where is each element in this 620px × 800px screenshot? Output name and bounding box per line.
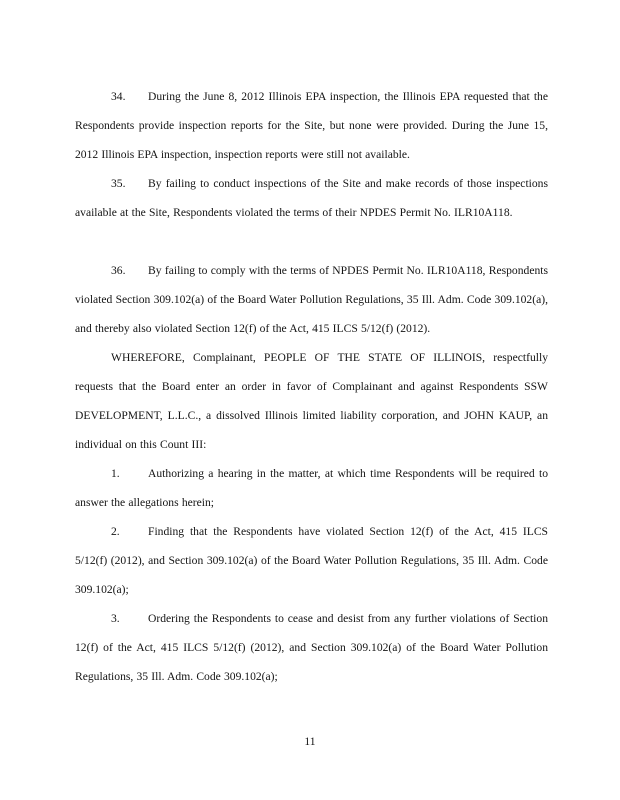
prayer-item-3 [75, 604, 548, 691]
paragraph-text: WHEREFORE, Complainant, PEOPLE OF THE STATE OF ILLINOIS, respectfully requests that the Board enter an order in favor of Complainant and against Respondents SSW DEVELOPMENT, L.L.C., a dissolved Illinois limited liability corporation, and JOHN KAUP, an individual on this Count III: [75, 351, 548, 451]
paragraph-34 [75, 82, 548, 169]
paragraph-number: 1. [111, 467, 120, 480]
page-number: 11 [304, 735, 316, 748]
paragraph-number: 3. [111, 612, 120, 625]
prayer-item-1 [75, 459, 548, 517]
paragraph-text: By failing to comply with the terms of NPDES Permit No. ILR10A118, Respondents violated Section 309.102(a) of the Board Water Pollution Regulations, 35 Ill. Adm. Code 309.102(a), and thereby also violated Section 12(f) of the Act, 415 ILCS 5/12(f) (2012). [75, 264, 548, 335]
prayer-item-2 [75, 517, 548, 604]
wherefore-paragraph [75, 343, 548, 459]
paragraph-text: Authorizing a hearing in the matter, at which time Respondents will be required to answer the allegations herein; [75, 467, 548, 509]
paragraph-text: Finding that the Respondents have violated Section 12(f) of the Act, 415 ILCS 5/12(f) (2012), and Section 309.102(a) of the Board Water Pollution Regulations, 35 Ill. Adm. Code 309.102(a); [75, 525, 548, 596]
paragraph-number: 36. [111, 264, 126, 277]
paragraph-text: By failing to conduct inspections of the Site and make records of those inspections available at the Site, Respondents violated the terms of their NPDES Permit No. ILR10A118. [75, 177, 548, 219]
paragraph-number: 35. [111, 177, 126, 190]
paragraph-number: 2. [111, 525, 120, 538]
paragraph-number: 34. [111, 90, 126, 103]
paragraph-35 [75, 169, 548, 227]
paragraph-36 [75, 256, 548, 343]
paragraph-text: During the June 8, 2012 Illinois EPA inspection, the Illinois EPA requested that the Respondents provide inspection reports for the Site, but none were provided. During the June 15, 2012 Illinois EPA inspection, inspection reports were still not available. [75, 90, 548, 161]
paragraph-text: Ordering the Respondents to cease and desist from any further violations of Section 12(f) of the Act, 415 ILCS 5/12(f) (2012), and Section 309.102(a) of the Board Water Pollution Regulations, 35 Ill. Adm. Code 309.102(a); [75, 612, 548, 683]
